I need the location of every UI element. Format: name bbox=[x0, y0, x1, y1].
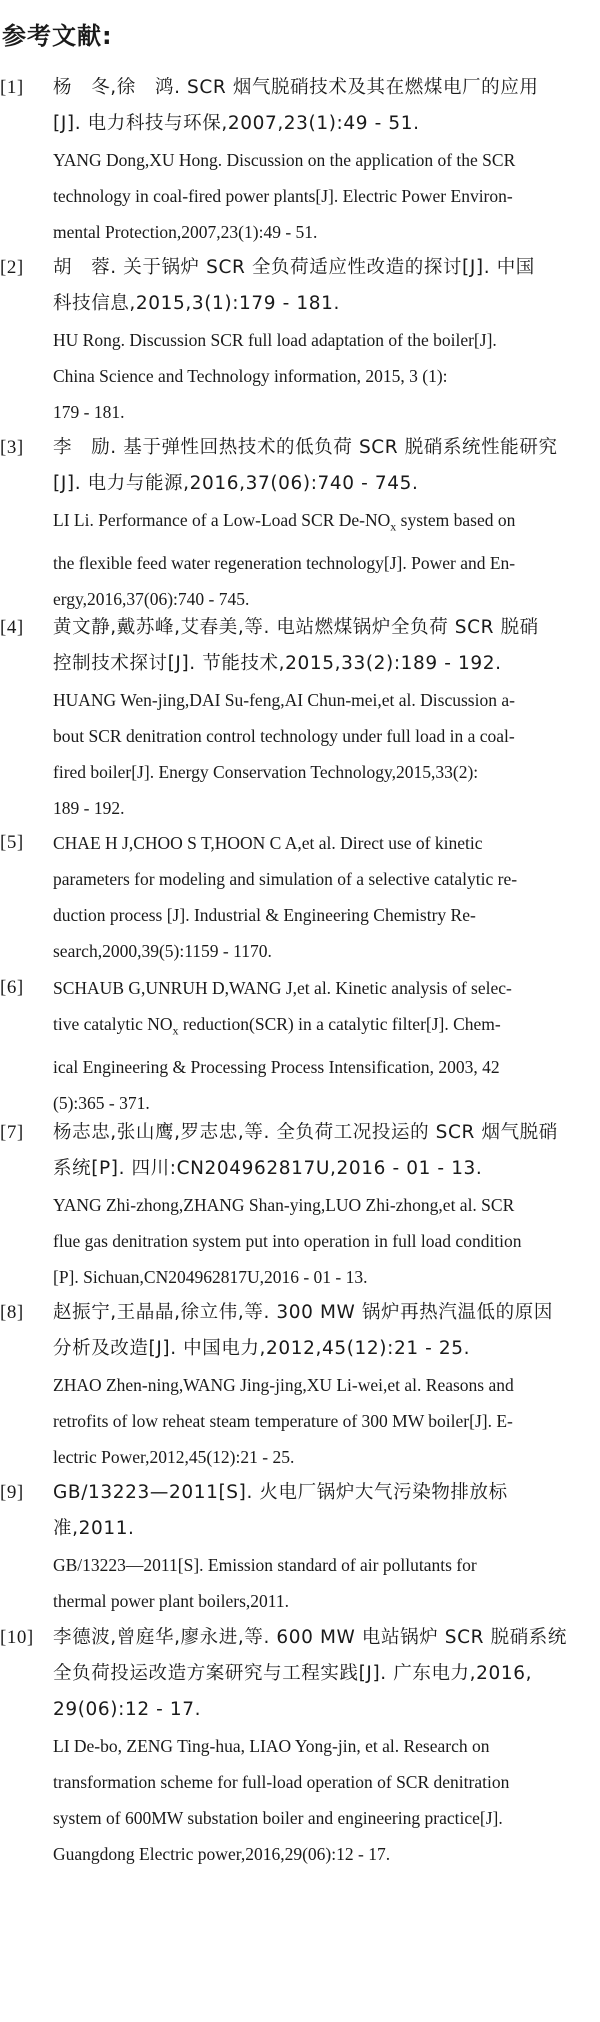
reference-chinese-text bbox=[53, 70, 594, 142]
reference-chinese-text bbox=[53, 1115, 594, 1187]
reference-number: [2] bbox=[0, 257, 24, 278]
reference-entry bbox=[0, 825, 600, 969]
reference-entry bbox=[0, 1115, 600, 1295]
reference-line: ical Engineering & Processing Process Intensification, 2003, 42 bbox=[53, 1056, 500, 1077]
reference-line: the flexible feed water regeneration technology[J]. Power and En- bbox=[53, 552, 516, 573]
reference-line: LI Li. Performance of a Low-Load SCR $De-NO_x$ system based on bbox=[53, 510, 516, 534]
reference-english-text bbox=[53, 1187, 594, 1295]
reference-number: [1] bbox=[0, 77, 24, 98]
reference-line: duction process [J]. Industrial & Engineering Chemistry Re- bbox=[53, 905, 476, 925]
reference-english-text bbox=[53, 322, 594, 430]
reference-line: thermal power plant boilers,2011. bbox=[53, 1591, 290, 1611]
reference-line: retrofits of low reheat steam temperature of 300 MW boiler[J]. E- bbox=[53, 1411, 513, 1431]
reference-number: [4] bbox=[0, 617, 24, 638]
reference-line: 全负荷投运改造方案研究与工程实践[J]. 广东电力,2016, bbox=[53, 1663, 533, 1684]
reference-line: HU Rong. Discussion SCR full load adaptation of the boiler[J]. bbox=[53, 330, 497, 350]
reference-english-text bbox=[53, 682, 594, 826]
reference-line: transformation scheme for full-load operation of SCR denitration bbox=[53, 1772, 510, 1792]
reference-line: 189 - 192. bbox=[53, 798, 125, 818]
reference-line: 控制技术探讨[J]. 节能技术,2015,33(2):189 - 192. bbox=[53, 653, 502, 674]
references-heading: 参考文献: bbox=[2, 22, 113, 50]
reference-number: [3] bbox=[0, 437, 24, 458]
reference-entry bbox=[0, 1475, 600, 1619]
reference-entry bbox=[0, 250, 600, 430]
reference-chinese-text bbox=[53, 430, 594, 502]
reference-line: CHAE H J,CHOO S T,HOON C A,et al. Direct use of kinetic bbox=[53, 833, 483, 853]
reference-entry bbox=[0, 1620, 600, 1872]
reference-line: search,2000,39(5):1159 - 1170. bbox=[53, 941, 272, 961]
reference-line: SCHAUB G,UNRUH D,WANG J,et al. Kinetic analysis of selec- bbox=[53, 978, 512, 998]
reference-chinese-text bbox=[53, 610, 594, 682]
reference-chinese-text bbox=[53, 250, 594, 322]
reference-number: [7] bbox=[0, 1122, 24, 1143]
reference-english-text bbox=[53, 825, 594, 969]
reference-english-text bbox=[53, 142, 594, 250]
reference-line: 29(06):12 - 17. bbox=[53, 1699, 202, 1720]
reference-english-text bbox=[53, 1728, 594, 1872]
reference-english-text bbox=[53, 502, 594, 617]
reference-line: 赵振宁,王晶晶,徐立伟,等. 300 MW 锅炉再热汽温低的原因 bbox=[53, 1302, 553, 1323]
reference-line: [J]. 电力科技与环保,2007,23(1):49 - 51. bbox=[53, 113, 420, 134]
reference-chinese-text bbox=[53, 1620, 594, 1728]
reference-line: bout SCR denitration control technology under full load in a coal- bbox=[53, 726, 515, 746]
reference-line: ZHAO Zhen-ning,WANG Jing-jing,XU Li-wei,et al. Reasons and bbox=[53, 1375, 514, 1395]
reference-number: [8] bbox=[0, 1302, 24, 1323]
reference-line: 李 励. 基于弹性回热技术的低负荷 SCR 脱硝系统性能研究 bbox=[53, 437, 558, 458]
reference-line: YANG Dong,XU Hong. Discussion on the application of the SCR bbox=[53, 150, 516, 170]
reference-line: fired boiler[J]. Energy Conservation Technology,2015,33(2): bbox=[53, 762, 479, 782]
reference-entry bbox=[0, 970, 600, 1121]
reference-line: LI De-bo, ZENG Ting-hua, LIAO Yong-jin, et al. Research on bbox=[53, 1736, 490, 1756]
reference-entry bbox=[0, 430, 600, 617]
reference-line: 杨志忠,张山鹰,罗志忠,等. 全负荷工况投运的 SCR 烟气脱硝 bbox=[53, 1122, 558, 1143]
reference-line: China Science and Technology information, 2015, 3 (1): bbox=[53, 366, 448, 386]
reference-line: technology in coal-fired power plants[J]. Electric Power Environ- bbox=[53, 186, 513, 206]
reference-entry bbox=[0, 70, 600, 250]
reference-english-text bbox=[53, 1547, 594, 1619]
reference-line: GB/13223—2011[S]. 火电厂锅炉大气污染物排放标 bbox=[53, 1482, 508, 1503]
reference-line: 胡 蓉. 关于锅炉 SCR 全负荷适应性改造的探讨[J]. 中国 bbox=[53, 257, 535, 278]
reference-line: 系统[P]. 四川:CN204962817U,2016 - 01 - 13. bbox=[53, 1158, 483, 1179]
reference-line: system of 600MW substation boiler and engineering practice[J]. bbox=[53, 1808, 503, 1828]
reference-line: (5):365 - 371. bbox=[53, 1092, 150, 1113]
reference-number: [5] bbox=[0, 832, 24, 853]
reference-line: HUANG Wen-jing,DAI Su-feng,AI Chun-mei,et al. Discussion a- bbox=[53, 690, 515, 710]
reference-line: Guangdong Electric power,2016,29(06):12 - 17. bbox=[53, 1844, 391, 1864]
reference-line: GB/13223—2011[S]. Emission standard of air pollutants for bbox=[53, 1555, 477, 1575]
reference-line: [J]. 电力与能源,2016,37(06):740 - 745. bbox=[53, 473, 419, 494]
reference-line: flue gas denitration system put into operation in full load condition bbox=[53, 1231, 522, 1251]
reference-line: 黄文静,戴苏峰,艾春美,等. 电站燃煤锅炉全负荷 SCR 脱硝 bbox=[53, 617, 539, 638]
reference-entry bbox=[0, 610, 600, 826]
reference-line: [P]. Sichuan,CN204962817U,2016 - 01 - 13. bbox=[53, 1267, 368, 1287]
reference-line: YANG Zhi-zhong,ZHANG Shan-ying,LUO Zhi-zhong,et al. SCR bbox=[53, 1195, 515, 1215]
reference-number: [9] bbox=[0, 1482, 24, 1503]
reference-chinese-text bbox=[53, 1475, 594, 1547]
reference-line: 杨 冬,徐 鸿. SCR 烟气脱硝技术及其在燃煤电厂的应用 bbox=[53, 77, 539, 98]
reference-line: tive catalytic $NO_x$ reduction(SCR) in a catalytic filter[J]. Chem- bbox=[53, 1014, 501, 1038]
reference-line: lectric Power,2012,45(12):21 - 25. bbox=[53, 1447, 295, 1467]
reference-line: 179 - 181. bbox=[53, 402, 125, 422]
reference-line: 准,2011. bbox=[53, 1518, 135, 1539]
reference-line: 分析及改造[J]. 中国电力,2012,45(12):21 - 25. bbox=[53, 1338, 471, 1359]
reference-line: mental Protection,2007,23(1):49 - 51. bbox=[53, 222, 318, 242]
reference-english-text bbox=[53, 970, 594, 1121]
reference-english-text bbox=[53, 1367, 594, 1475]
reference-number: [6] bbox=[0, 977, 24, 998]
reference-line: 李德波,曾庭华,廖永进,等. 600 MW 电站锅炉 SCR 脱硝系统 bbox=[53, 1627, 568, 1648]
reference-line: ergy,2016,37(06):740 - 745. bbox=[53, 588, 250, 609]
reference-number: [10] bbox=[0, 1627, 34, 1648]
reference-line: parameters for modeling and simulation of a selective catalytic re- bbox=[53, 869, 518, 889]
reference-chinese-text bbox=[53, 1295, 594, 1367]
reference-entry bbox=[0, 1295, 600, 1475]
reference-line: 科技信息,2015,3(1):179 - 181. bbox=[53, 293, 340, 314]
